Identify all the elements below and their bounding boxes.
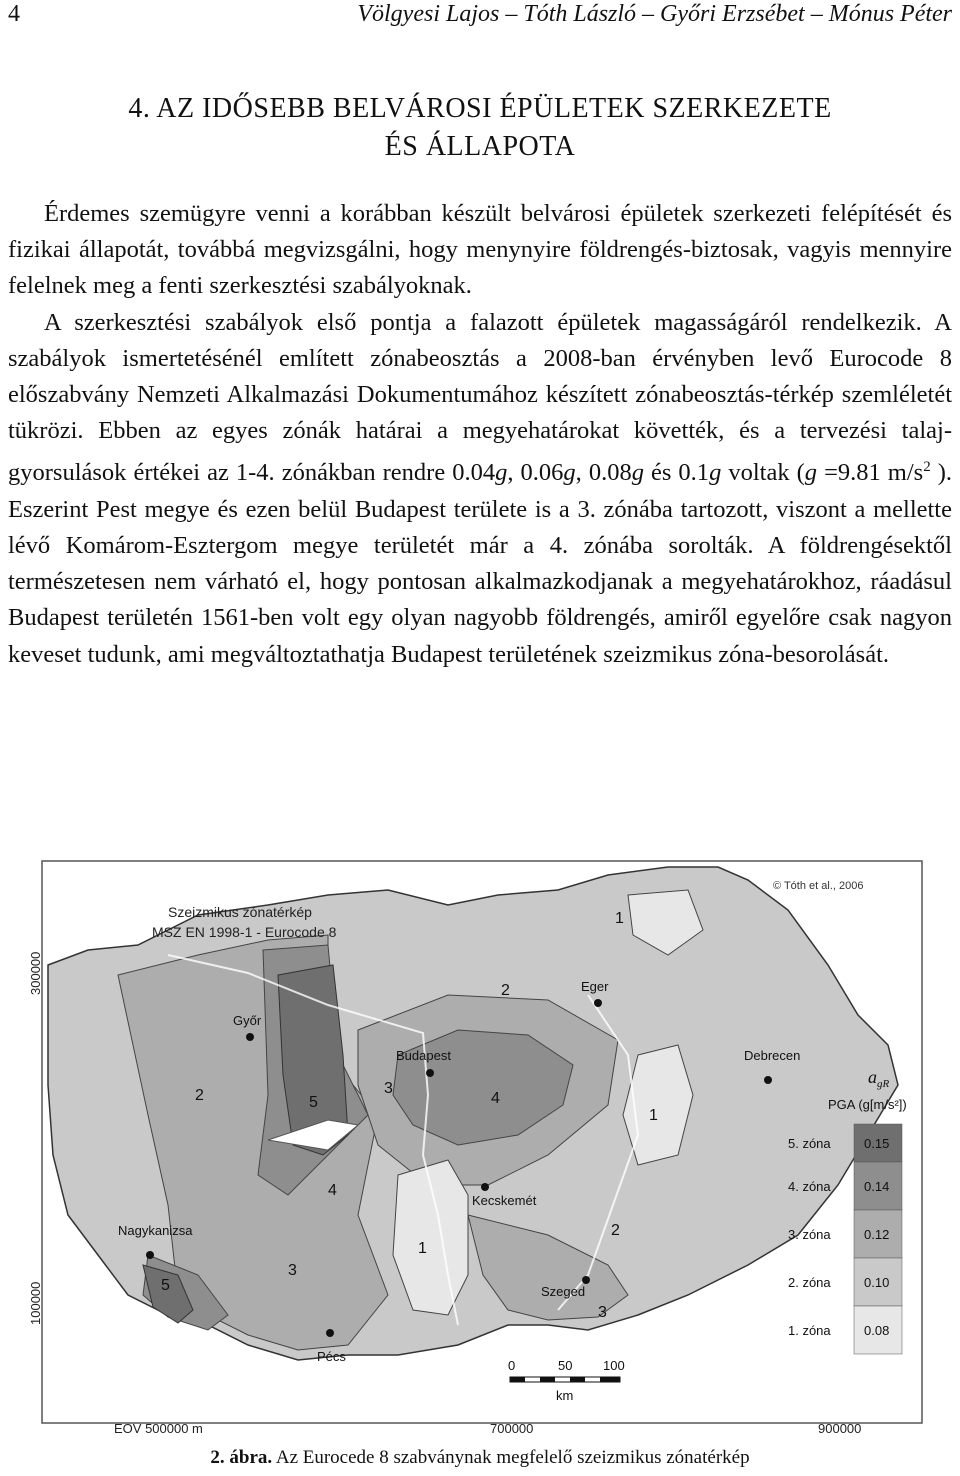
city-dot-nagykanizsa xyxy=(146,1251,154,1259)
legend-zone-label: 1. zóna xyxy=(788,1323,831,1338)
scale-label-100: 100 xyxy=(603,1358,625,1373)
legend-pga: PGA (g[m/s²]) xyxy=(828,1097,907,1112)
scale-bar-segment xyxy=(570,1377,585,1382)
paragraph-2 xyxy=(8,305,952,673)
zone-number: 2 xyxy=(195,1087,204,1104)
y-label-100000: 100000 xyxy=(28,1281,43,1325)
value-4: és 0.1 xyxy=(643,459,710,487)
city-dot-budapest xyxy=(426,1069,434,1077)
city-gyor: Győr xyxy=(233,1013,262,1028)
scale-unit: km xyxy=(556,1388,574,1403)
zone-number: 5 xyxy=(161,1277,170,1294)
city-dot-debrecen xyxy=(764,1076,772,1084)
zone-number: 5 xyxy=(309,1094,318,1111)
legend-zone-value: 0.14 xyxy=(864,1179,890,1194)
zone-number: 3 xyxy=(598,1304,607,1321)
city-szeged: Szeged xyxy=(541,1284,586,1299)
g-symbol: g xyxy=(631,459,644,487)
paragraph-1: Érdemes szemügyre venni a korábban készült belvárosi épületek szerkezeti felépítését és fizikai állapotát, továbbá megvizsgálni, hogy menynyire földrengés-biztosak, vagyis mennyire felelnek meg a fenti szerkesztési szabályoknak. xyxy=(8,200,952,300)
page-number: 4 xyxy=(8,1,20,27)
zone-number: 2 xyxy=(501,982,510,999)
seismic-zone-map-figure xyxy=(28,855,958,1435)
scale-bar-segment xyxy=(510,1377,525,1382)
body-text xyxy=(8,196,952,673)
zone-number: 3 xyxy=(384,1080,393,1097)
city-dot-kecskemet xyxy=(481,1183,489,1191)
scale-bar-segment xyxy=(600,1377,620,1382)
seismic-zone-map xyxy=(28,855,958,1435)
scale-bar-segment xyxy=(540,1377,555,1382)
section-title-line1: 4. AZ IDŐSEBB BELVÁROSI ÉPÜLETEK SZERKEZETE xyxy=(128,93,832,124)
caption-text: Az Eurocede 8 szabványnak megfelelő szeizmikus zónatérkép xyxy=(272,1447,750,1468)
zone-number: 1 xyxy=(615,910,624,927)
city-eger: Eger xyxy=(581,979,609,994)
section-title-line2: ÉS ÁLLAPOTA xyxy=(384,131,576,162)
legend-zone-label: 4. zóna xyxy=(788,1179,831,1194)
value-2: , 0.06 xyxy=(507,459,564,487)
legend-zone-label: 3. zóna xyxy=(788,1227,831,1242)
legend-zone-value: 0.10 xyxy=(864,1275,890,1290)
paragraph-2-part-c: ). Eszerint Pest megye és ezen belül Budapest területe is a 3. zónába tartozott, viszont a mellette lévő Komárom-Esztergom megye területét már a 4. zónába sorolták. A földrengésektől természetesen nem várható el, hogy pontosan alkalmazkodjanak a megyehatárokhoz, ráadásul Budapest területén 1561-ben volt egy olyan nagyobb földrengés, amiről egyelőre csak nagyon keveset tudunk, ami megváltoztathatja Budapest területének szeizmikus zóna-besorolását. xyxy=(8,459,953,668)
city-kecskemet: Kecskemét xyxy=(472,1193,537,1208)
city-budapest: Budapest xyxy=(396,1048,451,1063)
gravity-value: =9.81 m/s xyxy=(817,459,924,487)
scale-label-0: 0 xyxy=(508,1358,516,1373)
zone-number: 4 xyxy=(491,1090,500,1107)
y-label-300000: 300000 xyxy=(28,951,43,995)
paragraph-2-part-a: A szerkesztési szabályok első pontja a falazott épületek magasságáról rendelkezik. A szabályok ismertetésénél említett zónabeosztás a 2008-ban érvényben levő Eurocode 8 előszabvány Nemzeti Alkalmazási Dokumentumához készített zónabeosztás-térkép szemléletét tükrözi. Ebben az egyes zónák határai a megyehatárokat követték, és a tervezési talajgyorsulások értékei az 1-4. zónákban rendre 0.04 xyxy=(8,308,952,487)
legend-zone-label: 2. zóna xyxy=(788,1275,831,1290)
legend-symbol: $a_{gR}$ xyxy=(868,1067,890,1090)
x-label-eov: EOV 500000 m xyxy=(114,1421,203,1435)
figure-caption xyxy=(0,1446,960,1470)
running-head-authors: Völgyesi Lajos – Tóth László – Győri Erzsébet – Mónus Péter xyxy=(357,1,952,27)
map-title-line1: Szeizmikus zónatérkép xyxy=(168,904,312,920)
legend-zone-value: 0.12 xyxy=(864,1227,890,1242)
legend-zone-value: 0.08 xyxy=(864,1323,890,1338)
legend-zone-value: 0.15 xyxy=(864,1136,890,1151)
zone-number: 4 xyxy=(328,1182,337,1199)
page-header xyxy=(0,0,960,30)
caption-label: 2. ábra. xyxy=(210,1447,273,1468)
section-title xyxy=(0,90,960,166)
city-debrecen: Debrecen xyxy=(744,1048,801,1063)
g-symbol: g xyxy=(563,459,576,487)
map-title-line2: MSZ EN 1998-1 - Eurocode 8 xyxy=(152,924,337,940)
superscript: 2 xyxy=(923,459,931,476)
scale-label-50: 50 xyxy=(558,1358,573,1373)
city-dot-szeged xyxy=(582,1276,590,1284)
g-symbol: g xyxy=(804,459,818,487)
legend-zone-label: 5. zóna xyxy=(788,1136,831,1151)
value-3: , 0.08 xyxy=(575,459,632,487)
x-label-900000: 900000 xyxy=(818,1421,862,1435)
zone-number: 1 xyxy=(418,1240,427,1257)
g-symbol: g xyxy=(495,459,508,487)
zone-number: 1 xyxy=(649,1107,658,1124)
paragraph-2-part-b: voltak ( xyxy=(721,459,805,487)
city-pecs: Pécs xyxy=(317,1349,346,1364)
zone-number: 3 xyxy=(288,1262,297,1279)
x-label-700000: 700000 xyxy=(490,1421,534,1435)
city-dot-pecs xyxy=(326,1329,334,1337)
city-nagykanizsa: Nagykanizsa xyxy=(118,1223,193,1238)
city-dot-gyor xyxy=(246,1033,254,1041)
map-copyright: © Tóth et al., 2006 xyxy=(773,880,864,892)
city-dot-eger xyxy=(594,999,602,1007)
zone-number: 2 xyxy=(611,1222,620,1239)
g-symbol: g xyxy=(709,459,722,487)
